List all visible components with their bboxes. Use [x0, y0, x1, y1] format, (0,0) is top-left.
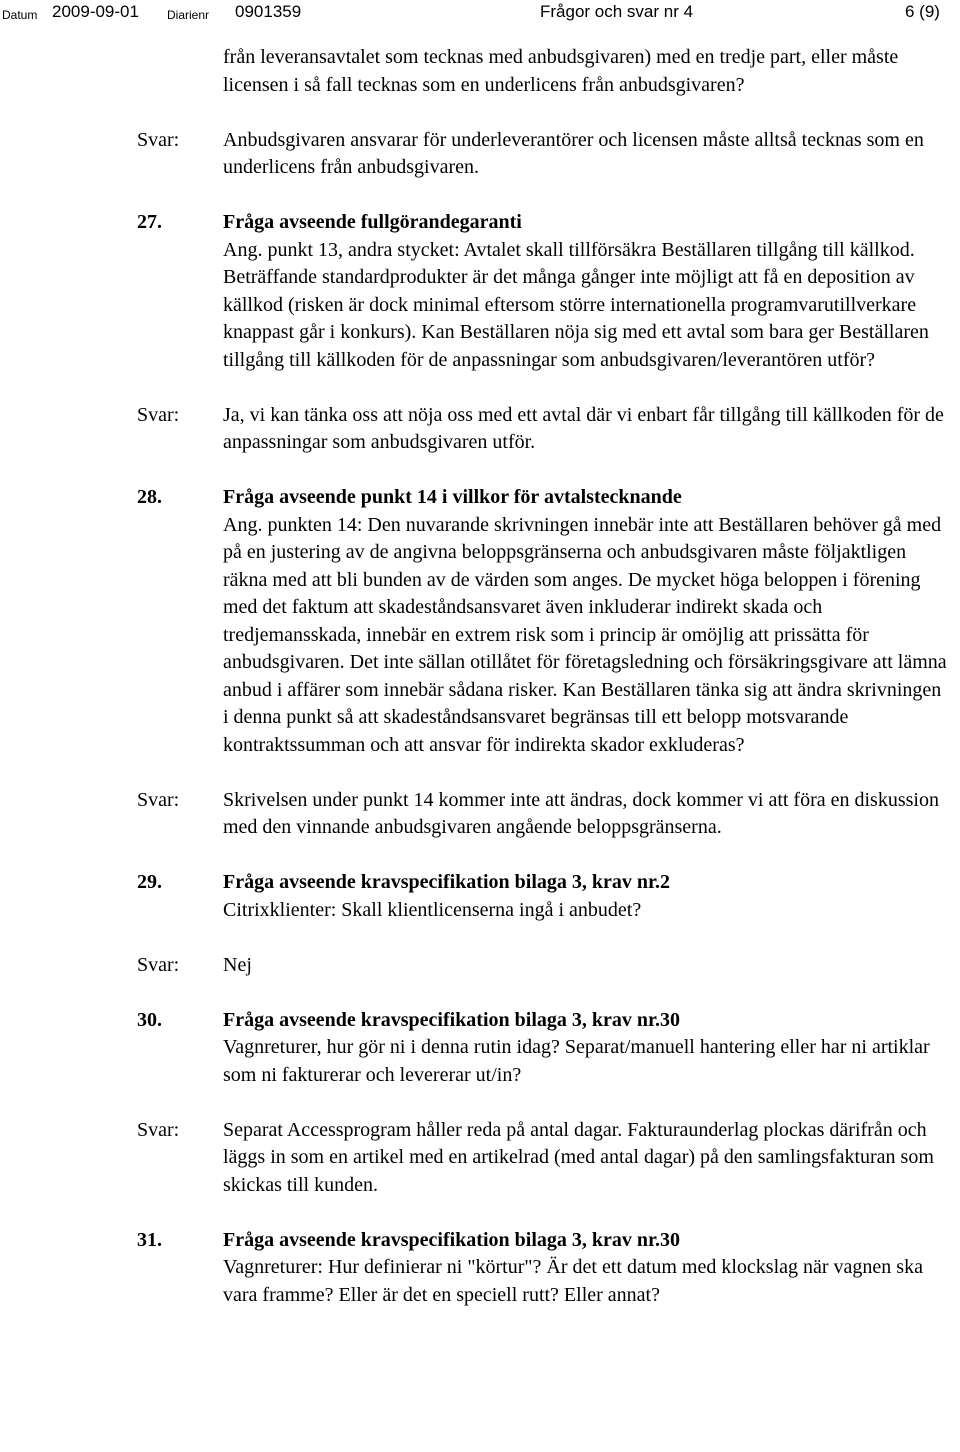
answer-label: Svar: [137, 403, 180, 426]
answer-27 [0, 402, 960, 457]
question-number: 30. [137, 1008, 162, 1031]
document-body [0, 44, 960, 1310]
answer-text: Skrivelsen under punkt 14 kommer inte att ändras, dock kommer vi att föra en diskussion med den vinnande anbudsgivaren angående beloppsgränserna. [223, 788, 939, 838]
answer-block [0, 127, 960, 182]
question-28 [0, 484, 960, 759]
question-number: 27. [137, 211, 162, 233]
question-heading: Fråga avseende kravspecifikation bilaga 3, krav nr.2 [223, 871, 671, 893]
answer-text: Nej [223, 953, 252, 976]
answer-label: Svar: [137, 953, 180, 976]
question-heading: Fråga avseende punkt 14 i villkor för avtalstecknande [223, 486, 682, 508]
question-29 [0, 869, 960, 924]
page-number: 6 (9) [905, 2, 940, 21]
question-number: 31. [137, 1228, 162, 1251]
question-31 [0, 1227, 960, 1310]
answer-text: Separat Accessprogram håller reda på antal dagar. Fakturaunderlag plockas därifrån och läggs in som en artikel med en artikelrad (med antal dagar) på den samlingsfakturan som skickas till kunden. [223, 1118, 934, 1196]
answer-29 [0, 952, 960, 980]
question-number: 28. [137, 486, 162, 508]
question-heading: Fråga avseende fullgörandegaranti [223, 211, 522, 233]
question-heading: Fråga avseende kravspecifikation bilaga 3, krav nr.30 [223, 1008, 681, 1031]
answer-30 [0, 1117, 960, 1200]
answer-label: Svar: [137, 128, 180, 151]
date-value: 2009-09-01 [52, 2, 139, 21]
question-text: Citrixklienter: Skall klientlicenserna ingå i anbudet? [223, 898, 642, 921]
question-text: Ang. punkten 14: Den nuvarande skrivningen innebär inte att Beställaren behöver gå med på en justering av de angivna beloppsgränserna och anbudsgivaren måste följaktligen räkna med att bli bunden av de värden som anges. De mycket höga beloppen i förening med det faktum att skadeståndsansvaret även inkluderar indirekt skada och tredjemansskada, innebär en extrem risk som i princip är omöjlig att prissätta för anbudsgivaren. Det inte sällan otillåtet för företagsledning och försäkringsgivare att lämna anbud i affärer som innebär sådana risker. Kan Beställaren tänka sig att ändra skrivningen i denna punkt så att skadeståndsansvaret begränsas till ett belopp motsvarande kontraktssumman och att ansvar för indirekta skador exkluderas? [223, 513, 947, 756]
question-27 [0, 209, 960, 374]
question-text: Ang. punkt 13, andra stycket: Avtalet skall tillförsäkra Beställaren tillgång till källkod. Beträffande standardprodukter är det många gånger inte möjligt att få en deposition av källkod (risken är dock minimal eftersom större internationella programvarutillverkare knappast går i konkurs). Kan Beställaren nöja sig med ett avtal som bara ger Beställaren tillgång till källkoden för de anpassningar som anbudsgivaren/leverantören utför? [223, 238, 929, 371]
answer-label: Svar: [137, 1118, 180, 1141]
document-title: Frågor och svar nr 4 [540, 2, 694, 21]
question-heading: Fråga avseende kravspecifikation bilaga 3, krav nr.30 [223, 1228, 681, 1251]
question-number: 29. [137, 871, 162, 893]
answer-28 [0, 787, 960, 842]
document-header [0, 0, 960, 30]
answer-label: Svar: [137, 788, 180, 811]
question-continuation [0, 44, 960, 99]
answer-text: Anbudsgivaren ansvarar för underleverantörer och licensen måste alltså tecknas som en underlicens från anbudsgivaren. [223, 128, 924, 178]
date-label: Datum [2, 8, 38, 22]
answer-text: Ja, vi kan tänka oss att nöja oss med ett avtal där vi enbart får tillgång till källkoden för de anpassningar som anbudsgivaren utför. [223, 403, 944, 453]
question-text: från leveransavtalet som tecknas med anbudsgivaren) med en tredje part, eller måste licensen i så fall tecknas som en underlicens från anbudsgivaren? [223, 46, 899, 96]
question-text: Vagnreturer, hur gör ni i denna rutin idag? Separat/manuell hantering eller har ni artiklar som ni fakturerar och levererar ut/in? [223, 1036, 930, 1086]
registration-number-value: 0901359 [235, 2, 302, 21]
question-text: Vagnreturer: Hur definierar ni "körtur"? Är det ett datum med klockslag när vagnen ska vara framme? Eller är det en speciell rutt? Eller annat? [223, 1256, 923, 1306]
registration-number-label: Diarienr [167, 8, 210, 22]
question-30 [0, 1007, 960, 1090]
